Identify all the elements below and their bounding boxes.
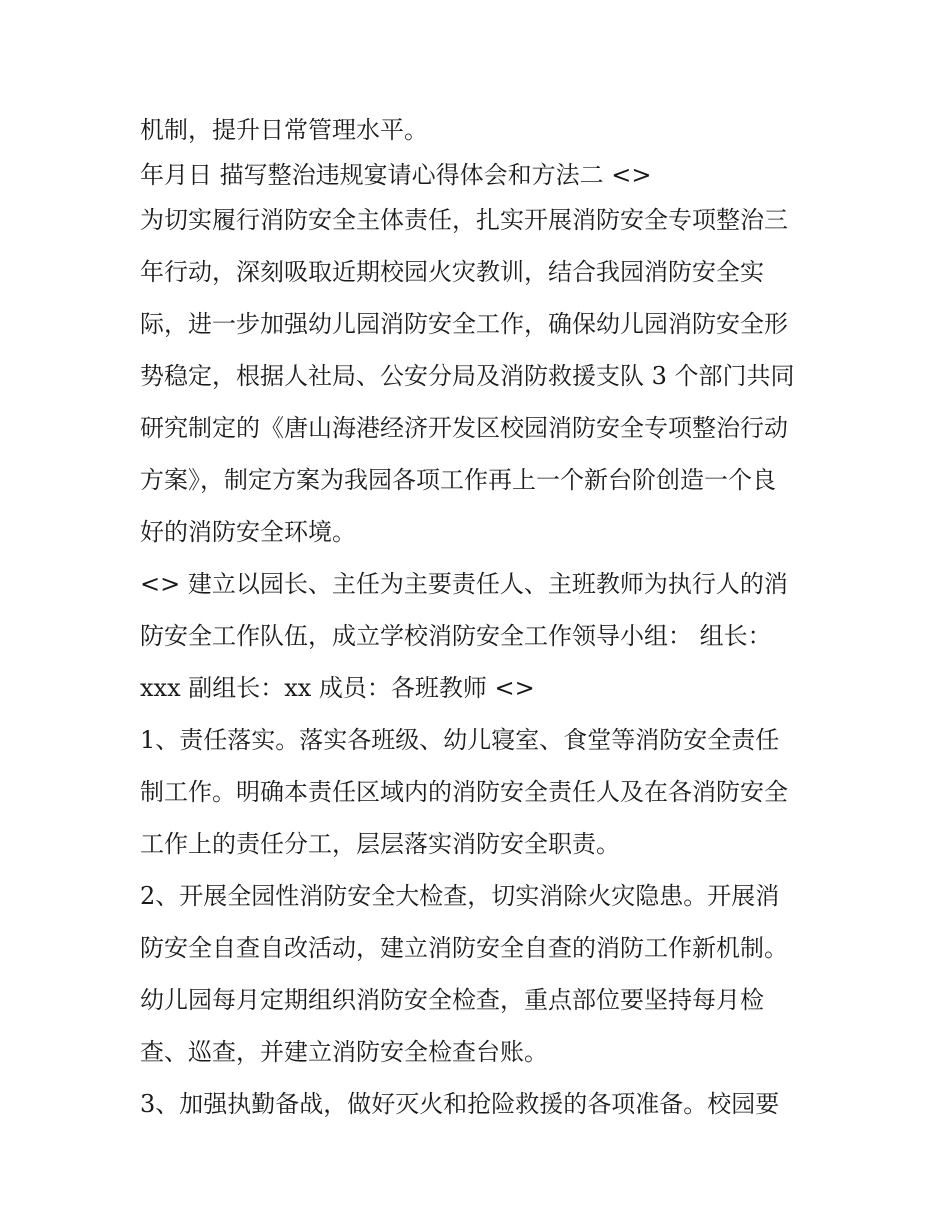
text-line: 方案》，制定方案为我园各项工作再上一个新台阶创造一个良	[140, 466, 776, 494]
text-line: 3、加强执勤备战，做好灭火和抢险救援的各项准备。校园要	[140, 1090, 780, 1118]
text-line: 1、责任落实。落实各班级、幼儿寝室、食堂等消防安全责任	[140, 726, 780, 754]
text-line: <> 建立以园长、主任为主要责任人、主班教师为执行人的消	[140, 570, 788, 598]
text-line: 势稳定，根据人社局、公安分局及消防救援支队 3 个部门共同	[140, 362, 795, 390]
text-line: 为切实履行消防安全主体责任，扎实开展消防安全专项整治三	[140, 206, 788, 234]
text-line: 际，进一步加强幼儿园消防安全工作，确保幼儿园消防安全形	[140, 310, 788, 338]
text-line: 制工作。明确本责任区域内的消防安全责任人及在各消防安全	[140, 778, 788, 806]
text-line: 防安全工作队伍，成立学校消防安全工作领导小组： 组长：	[140, 622, 772, 650]
text-line: 2、开展全园性消防安全大检查，切实消除火灾隐患。开展消	[140, 882, 780, 910]
text-line: 幼儿园每月定期组织消防安全检查，重点部位要坚持每月检	[140, 986, 764, 1014]
text-line: 工作上的责任分工，层层落实消防安全职责。	[140, 830, 620, 858]
text-line: xxx 副组长：xx 成员：各班教师 <>	[140, 674, 535, 702]
text-line: 机制，提升日常管理水平。	[140, 116, 428, 144]
text-line: 查、巡查，并建立消防安全检查台账。	[140, 1038, 548, 1066]
text-line: 研究制定的《唐山海港经济开发区校园消防安全专项整治行动	[140, 414, 788, 442]
text-line: 好的消防安全环境。	[140, 518, 356, 546]
text-line: 年行动，深刻吸取近期校园火灾教训，结合我园消防安全实	[140, 258, 764, 286]
document-body	[140, 106, 820, 1132]
text-line: 防安全自查自改活动，建立消防安全自查的消防工作新机制。	[140, 934, 788, 962]
text-line: 年月日 描写整治违规宴请心得体会和方法二 <>	[140, 161, 652, 189]
